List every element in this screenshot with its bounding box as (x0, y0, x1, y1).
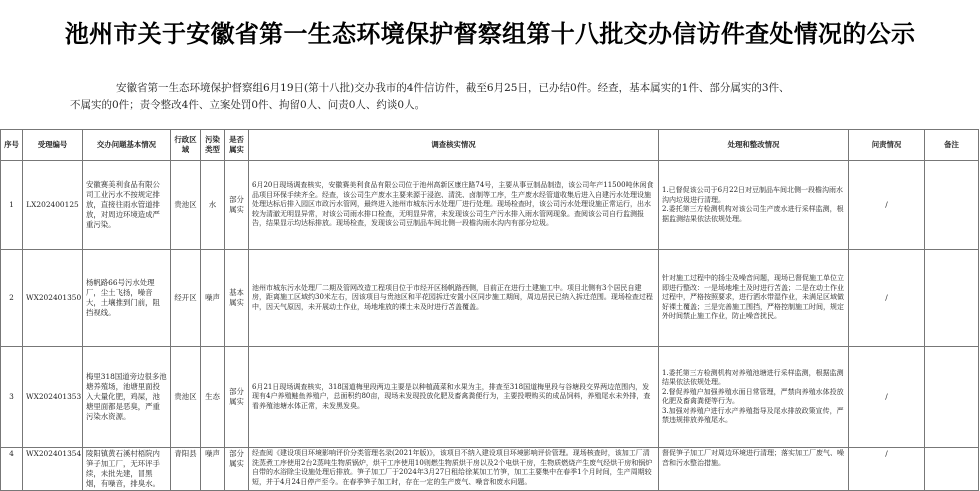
table-row (1, 448, 979, 491)
table-row (1, 347, 979, 448)
row-remark (925, 250, 979, 347)
row-pollution: 水 (201, 161, 225, 250)
page-title: 池州市关于安徽省第一生态环境保护督察组第十八批交办信访件查处情况的公示 (64, 20, 916, 48)
row-id: WX202401354 (23, 448, 83, 491)
row-pollution: 生态 (201, 347, 225, 448)
row-district: 经开区 (171, 250, 201, 347)
row-district: 青阳县 (171, 448, 201, 491)
row-verified: 基本属实 (225, 250, 249, 347)
petition-table (0, 129, 979, 491)
header-pollution: 污染类型 (201, 130, 225, 161)
header-handling: 处理和整改情况 (659, 130, 849, 161)
header-issue: 交办问题基本情况 (83, 130, 171, 161)
row-handling: 1.委托第三方检测机构对养殖池塘进行采样监测，根据监测结果依法依规处理。 2.督促养殖户加强养殖水面日常管理，严禁向养殖水体投放化肥及畜禽粪便等行为。 3.加强对养殖户进行水产养殖指导及尾水排放政策宣传，严禁违规排放养殖尾水。 (659, 347, 849, 448)
intro-line-1: 安徽省第一生态环境保护督察组6月19日(第十八批)交办我市的4件信访件，截至6月25日，已办结0件。经查，基本属实的1件、部分属实的3件、 (116, 82, 790, 94)
row-accountability: / (849, 347, 925, 448)
header-district: 行政区域 (171, 130, 201, 161)
row-investigation: 6月21日现场调查核实，318国道梅里段两边主要是以种植蔬菜和水果为主，排查至318国道梅里段与谷塘段交界两边范围内，发现有4户养殖鲢鱼养殖户，总面积约80亩，现场未发现投放化肥及畜禽粪便行为，主要投喂购买的成品饲料，养殖尾水未外排，查看养殖池塘水体正常，未发黑发臭。 (249, 347, 659, 448)
row-id: WX202401350 (23, 250, 83, 347)
header-no: 序号 (1, 130, 23, 161)
intro-paragraph (70, 80, 950, 114)
row-handling: 针对施工过程中的扬尘及噪音问题，现场已督促施工单位立即进行整改：一是场地堆土及时进行苫盖；二是在动土作业过程中，严格按照要求，进行洒水带湿作业，未满足区域做好裸土覆盖；三是完善施工围挡，严格控制施工时间，规定外时间禁止施工作业，防止噪音扰民。 (659, 250, 849, 347)
row-investigation: 池州市城东污水处理厂二期及管网改造工程项目位于市经开区杨帆路西侧，目前正在进行土建施工中。项目北侧有3个居民自建房，距离施工区域约30米左右，因该项目与贵池区和平花园拆迁安置小区同步施工期间，周边居民已纳入拆迁范围。现场检查过程中，因天气原因，未开展动土作业，场地堆放的裸土未及时进行苫盖覆盖。 (249, 250, 659, 347)
row-no: 1 (1, 161, 23, 250)
row-no: 4 (1, 448, 23, 491)
intro-line-2: 不属实的0件；责令整改4件、立案处罚0件、拘留0人、问责0人、约谈0人。 (70, 99, 426, 111)
row-verified: 部分属实 (225, 161, 249, 250)
row-id: LX202400125 (23, 161, 83, 250)
row-remark (925, 347, 979, 448)
table-row (1, 161, 979, 250)
row-remark (925, 448, 979, 491)
row-remark (925, 161, 979, 250)
row-id: WX202401353 (23, 347, 83, 448)
row-pollution: 噪声 (201, 448, 225, 491)
row-handling: 督促笋子加工厂对周边环境进行清理；落实加工厂废气、噪音和污水整治措施。 (659, 448, 849, 491)
header-id: 受理编号 (23, 130, 83, 161)
row-district: 贵池区 (171, 347, 201, 448)
table-header-row (1, 130, 979, 161)
row-handling: 1.已督促该公司于6月22日对豆制品车间北侧一段檐沟雨水沟内垃圾进行清理。 2.委托第三方检测机构对该公司生产废水进行采样监测，根据监测结果依法依规处理。 (659, 161, 849, 250)
row-issue: 陵阳镇黄石溪村梧院内笋子加工厂，无环评手续，未批先建，冒黑烟，有噪音，排臭水。 (83, 448, 171, 491)
row-investigation: 6月20日现场调查核实，安徽赛美利食品有限公司位于池州高新区康庄路74号，主要从事豆制品制造，该公司年产11500吨休闲食品项目环保手续齐全。经查，该公司生产废水主要来源于浸泡、清洗、卤制等工序，生产废水经管道收集后进入自建污水处理设施处理达标后排入园区市政污水管网，最终进入池州市城东污水处理厂进行处理。现场检查时，该公司污水处理设施正常运行，出水较为清澈无明显异常，对该公司雨水排口检查，无明显异常，未发现该公司生产污水排入雨水管网现象。查阅该公司自行监测报告，结果显示均达标排放。现场检查，发现该公司豆制品车间北侧一段檐沟雨水沟内有部分垃圾。 (249, 161, 659, 250)
row-issue: 杨帆路66号污水处理厂，尘土飞扬，噪音大，土壤推到门前，阻挡视线。 (83, 250, 171, 347)
row-verified: 部分属实 (225, 448, 249, 491)
header-remark: 备注 (925, 130, 979, 161)
row-accountability: / (849, 448, 925, 491)
row-no: 3 (1, 347, 23, 448)
header-accountability: 问责情况 (849, 130, 925, 161)
row-verified: 部分属实 (225, 347, 249, 448)
row-no: 2 (1, 250, 23, 347)
row-pollution: 噪声 (201, 250, 225, 347)
row-issue: 安徽赛美利食品有限公司工业污水不按规定排放，直接往雨水管道排放，对周边环境造成严重污染。 (83, 161, 171, 250)
row-investigation: 经查阅《建设项目环境影响评价分类管理名录(2021年版)》，该项目不纳入建设项目环境影响评价管理。现场核查时，该加工厂清洗蒸煮工序使用2台2蒸吨生物质锅炉，烘干工序使用10则燃生物质烘干房以及2个电烘干房，生物质燃烧产生废气经烘干房和锅炉自带的水浴除尘设施处理后排放。笋子加工厂于2024年3月27日租给徐某加工竹笋，加工主要集中在春季1个月时间，生产周期较短，并于4月24日停产至今。在春季笋子加工时，存在一定的生产废气、噪音和废水问题。 (249, 448, 659, 491)
row-accountability: / (849, 250, 925, 347)
row-accountability: / (849, 161, 925, 250)
header-investigation: 调查核实情况 (249, 130, 659, 161)
row-district: 贵池区 (171, 161, 201, 250)
header-verified: 是否属实 (225, 130, 249, 161)
table-row (1, 250, 979, 347)
row-issue: 梅里318国道旁边很多池塘养殖场，池塘里面投入大量化肥，鸡屎，池塘里面都是恶臭，严重污染水资源。 (83, 347, 171, 448)
